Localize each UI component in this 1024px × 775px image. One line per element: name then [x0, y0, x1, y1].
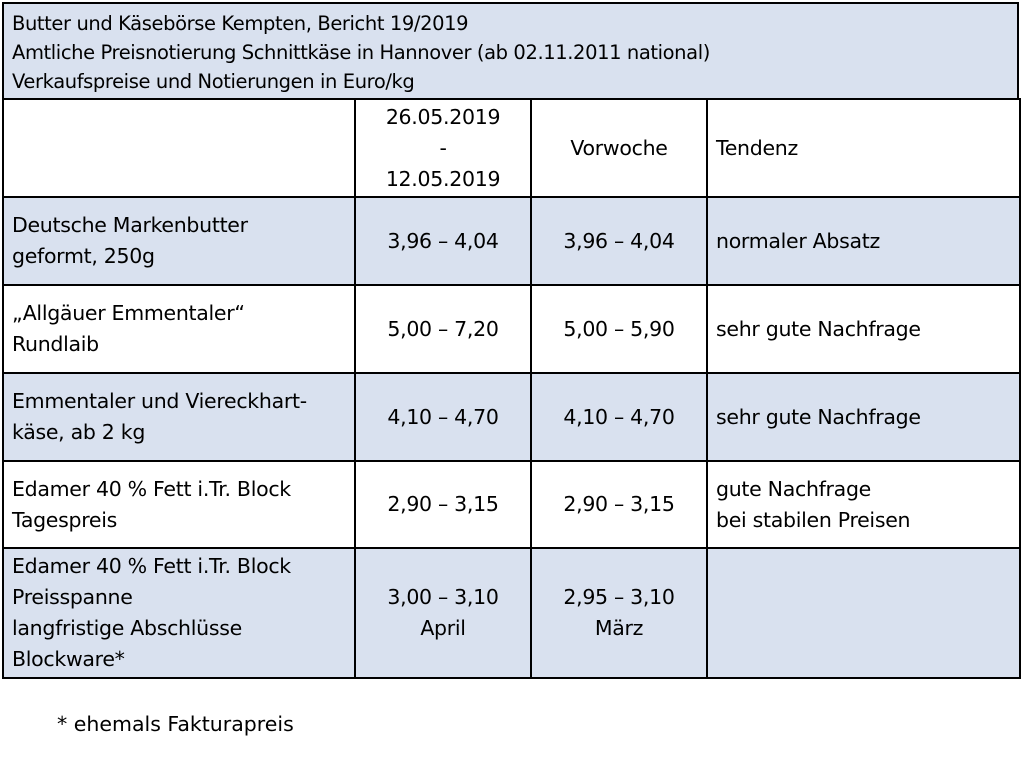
product-name: Edamer 40 % Fett i.Tr. Block Preisspanne langfristige Abschlüsse Blockware* [3, 548, 355, 678]
table-row [3, 285, 1020, 373]
trend-text: sehr gute Nachfrage [707, 373, 1020, 461]
header-trend: Tendenz [707, 99, 1020, 197]
previous-price: 3,96 – 4,04 [531, 197, 707, 285]
current-price: 3,00 – 3,10 April [355, 548, 531, 678]
current-price: 3,96 – 4,04 [355, 197, 531, 285]
current-price: 4,10 – 4,70 [355, 373, 531, 461]
trend-text [707, 548, 1020, 678]
price-report [2, 2, 1019, 679]
report-subtitle: Amtliche Preisnotierung Schnittkäse in Hannover (ab 02.11.2011 national) [12, 41, 710, 64]
current-price: 2,90 – 3,15 [355, 461, 531, 548]
table-row [3, 197, 1020, 285]
header-current-period: 26.05.2019 - 12.05.2019 [355, 99, 531, 197]
previous-price: 5,00 – 5,90 [531, 285, 707, 373]
price-table [2, 98, 1021, 679]
current-price: 5,00 – 7,20 [355, 285, 531, 373]
trend-text: sehr gute Nachfrage [707, 285, 1020, 373]
table-row [3, 461, 1020, 548]
previous-price: 2,90 – 3,15 [531, 461, 707, 548]
previous-price: 4,10 – 4,70 [531, 373, 707, 461]
product-name: Deutsche Markenbutter geformt, 250g [3, 197, 355, 285]
header-product [3, 99, 355, 197]
table-header-row [3, 99, 1020, 197]
trend-text: gute Nachfrage bei stabilen Preisen [707, 461, 1020, 548]
table-row [3, 548, 1020, 678]
product-name: „Allgäuer Emmentaler“ Rundlaib [3, 285, 355, 373]
report-header [2, 2, 1019, 98]
product-name: Emmentaler und Viereckhart- käse, ab 2 kg [3, 373, 355, 461]
header-previous-week: Vorwoche [531, 99, 707, 197]
table-row [3, 373, 1020, 461]
report-title: Butter und Käsebörse Kempten, Bericht 19/2019 [12, 12, 469, 35]
report-units: Verkaufspreise und Notierungen in Euro/kg [12, 70, 415, 93]
previous-price: 2,95 – 3,10 März [531, 548, 707, 678]
footnote: * ehemals Fakturapreis [57, 712, 294, 736]
trend-text: normaler Absatz [707, 197, 1020, 285]
product-name: Edamer 40 % Fett i.Tr. Block Tagespreis [3, 461, 355, 548]
